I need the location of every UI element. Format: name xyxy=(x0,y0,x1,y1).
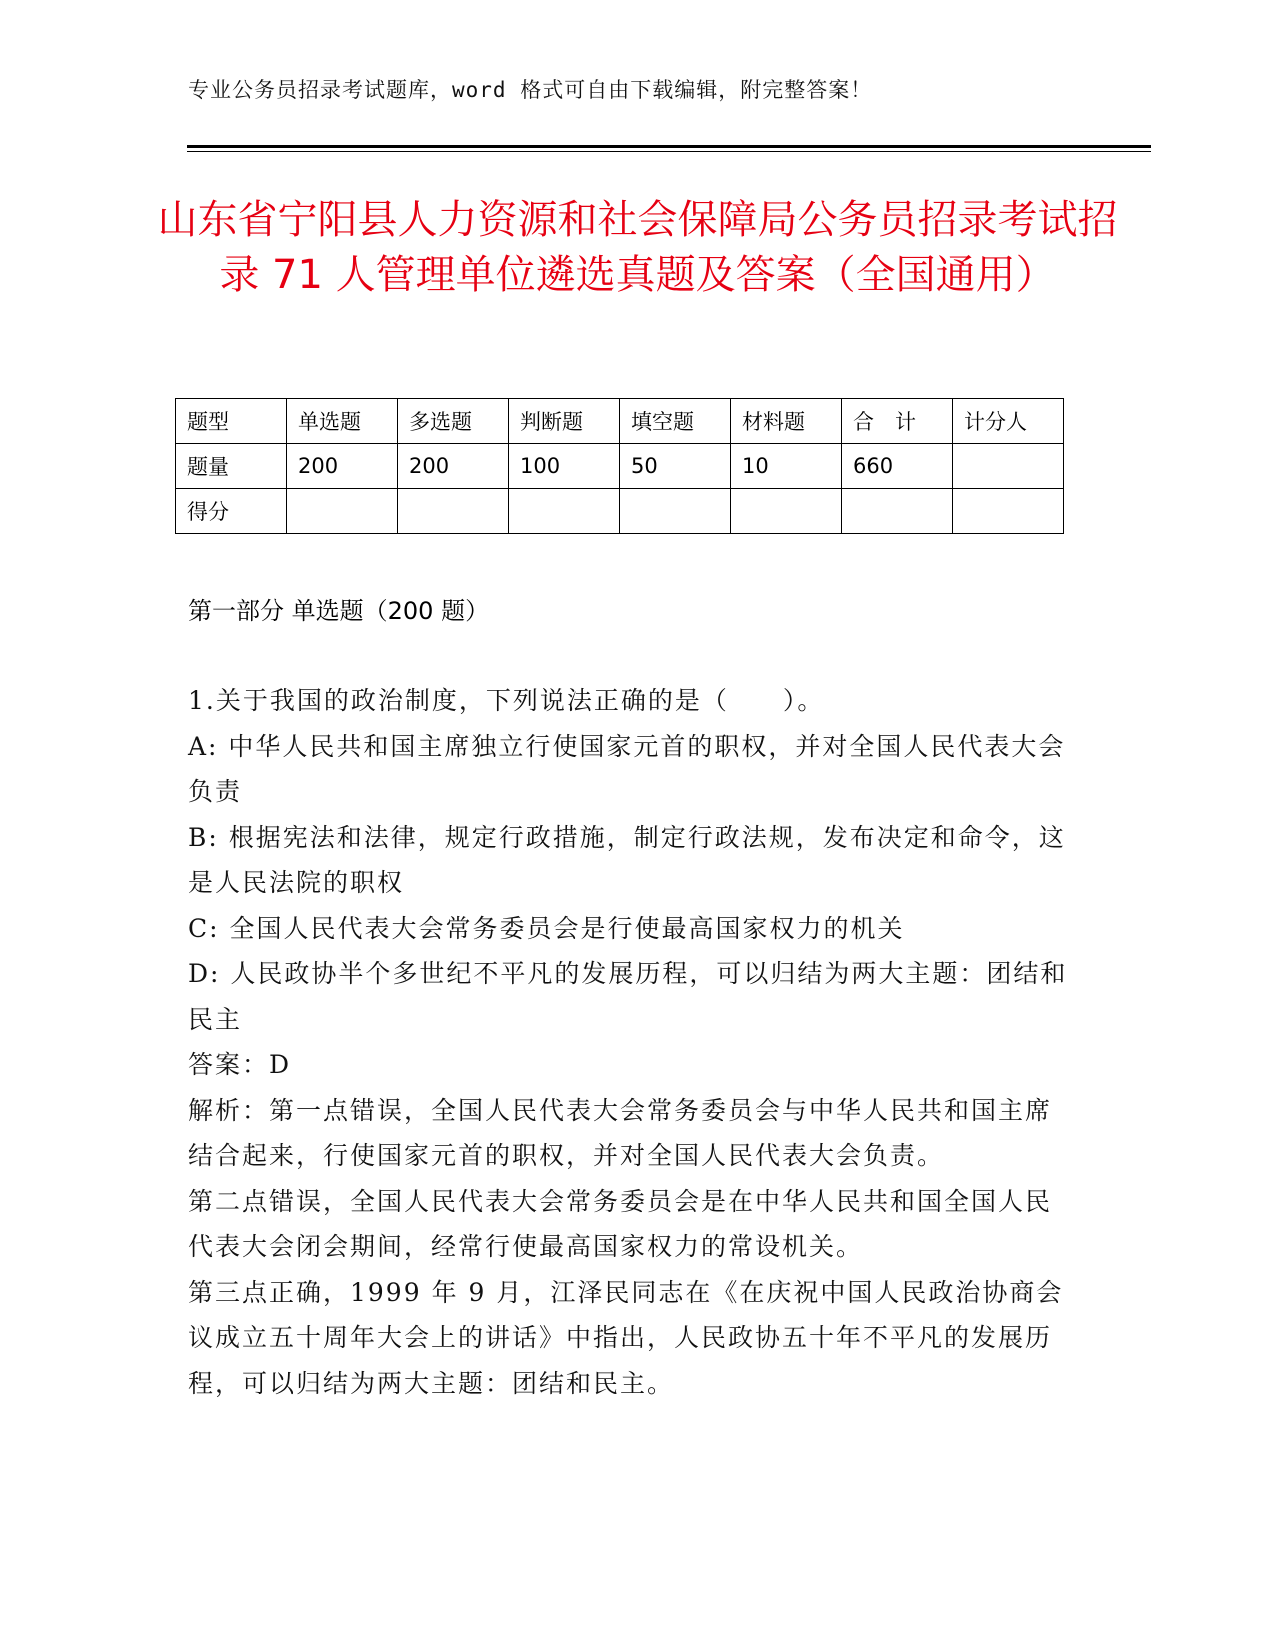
analysis-line xyxy=(188,1088,1078,1179)
table-row xyxy=(176,399,1064,444)
question-block xyxy=(188,678,1078,1406)
table-cell: 单选题 xyxy=(287,399,398,444)
table-cell xyxy=(842,489,953,534)
section-title: 第一部分 单选题（200 题） xyxy=(188,597,490,625)
analysis-text: 第一点错误，全国人民代表大会常务委员会与中华人民共和国主席结合起来，行使国家元首的职权，并对全国人民代表大会负责。 xyxy=(188,1095,1053,1170)
table-cell: 200 xyxy=(398,444,509,489)
table-cell: 200 xyxy=(287,444,398,489)
analysis-label: 解析： xyxy=(188,1095,270,1125)
table-cell xyxy=(398,489,509,534)
table-cell: 合 计 xyxy=(842,399,953,444)
table-cell: 题量 xyxy=(176,444,287,489)
answer-value: D xyxy=(269,1050,292,1079)
table-row xyxy=(176,444,1064,489)
table-cell: 660 xyxy=(842,444,953,489)
table-cell: 材料题 xyxy=(731,399,842,444)
document-title: 山东省宁阳县人力资源和社会保障局公务员招录考试招录 71 人管理单位遴选真题及答案（全国通用） xyxy=(157,197,1118,298)
answer-label: 答案： xyxy=(188,1050,270,1079)
table-cell: 填空题 xyxy=(620,399,731,444)
table-cell xyxy=(731,489,842,534)
header-rule-thin xyxy=(187,151,1151,152)
answer-line xyxy=(188,1042,1078,1088)
table-cell: 50 xyxy=(620,444,731,489)
table-cell xyxy=(620,489,731,534)
table-row xyxy=(176,489,1064,534)
table-cell xyxy=(287,489,398,534)
score-table xyxy=(175,398,1064,534)
table-cell: 判断题 xyxy=(509,399,620,444)
table-cell: 得分 xyxy=(176,489,287,534)
table-cell: 多选题 xyxy=(398,399,509,444)
table-cell: 计分人 xyxy=(953,399,1064,444)
analysis-paragraph-3: 第三点正确，1999 年 9 月，江泽民同志在《在庆祝中国人民政治协商会议成立五十周年大会上的讲话》中指出，人民政协五十年不平凡的发展历程，可以归结为两大主题：团结和民主。 xyxy=(188,1277,1064,1398)
question-option-b: B: 根据宪法和法律，规定行政措施，制定行政法规，发布决定和命令，这是人民法院的职权 xyxy=(188,822,1066,897)
question-stem: 1.关于我国的政治制度，下列说法正确的是（ ）。 xyxy=(188,686,825,715)
header-note: 专业公务员招录考试题库，word 格式可自由下载编辑，附完整答案！ xyxy=(188,78,873,102)
table-cell: 100 xyxy=(509,444,620,489)
table-cell: 10 xyxy=(731,444,842,489)
table-cell xyxy=(509,489,620,534)
analysis-paragraph-2: 第二点错误，全国人民代表大会常务委员会是在中华人民共和国全国人民代表大会闭会期间，经常行使最高国家权力的常设机关。 xyxy=(188,1186,1053,1261)
question-option-d: D: 人民政协半个多世纪不平凡的发展历程，可以归结为两大主题：团结和民主 xyxy=(188,959,1068,1034)
question-option-a: A: 中华人民共和国主席独立行使国家元首的职权，并对全国人民代表大会负责 xyxy=(188,731,1066,806)
table-cell xyxy=(953,444,1064,489)
question-option-c: C: 全国人民代表大会常务委员会是行使最高国家权力的机关 xyxy=(188,913,905,943)
header-rule-thick xyxy=(187,145,1151,148)
table-cell: 题型 xyxy=(176,399,287,444)
table-cell xyxy=(953,489,1064,534)
